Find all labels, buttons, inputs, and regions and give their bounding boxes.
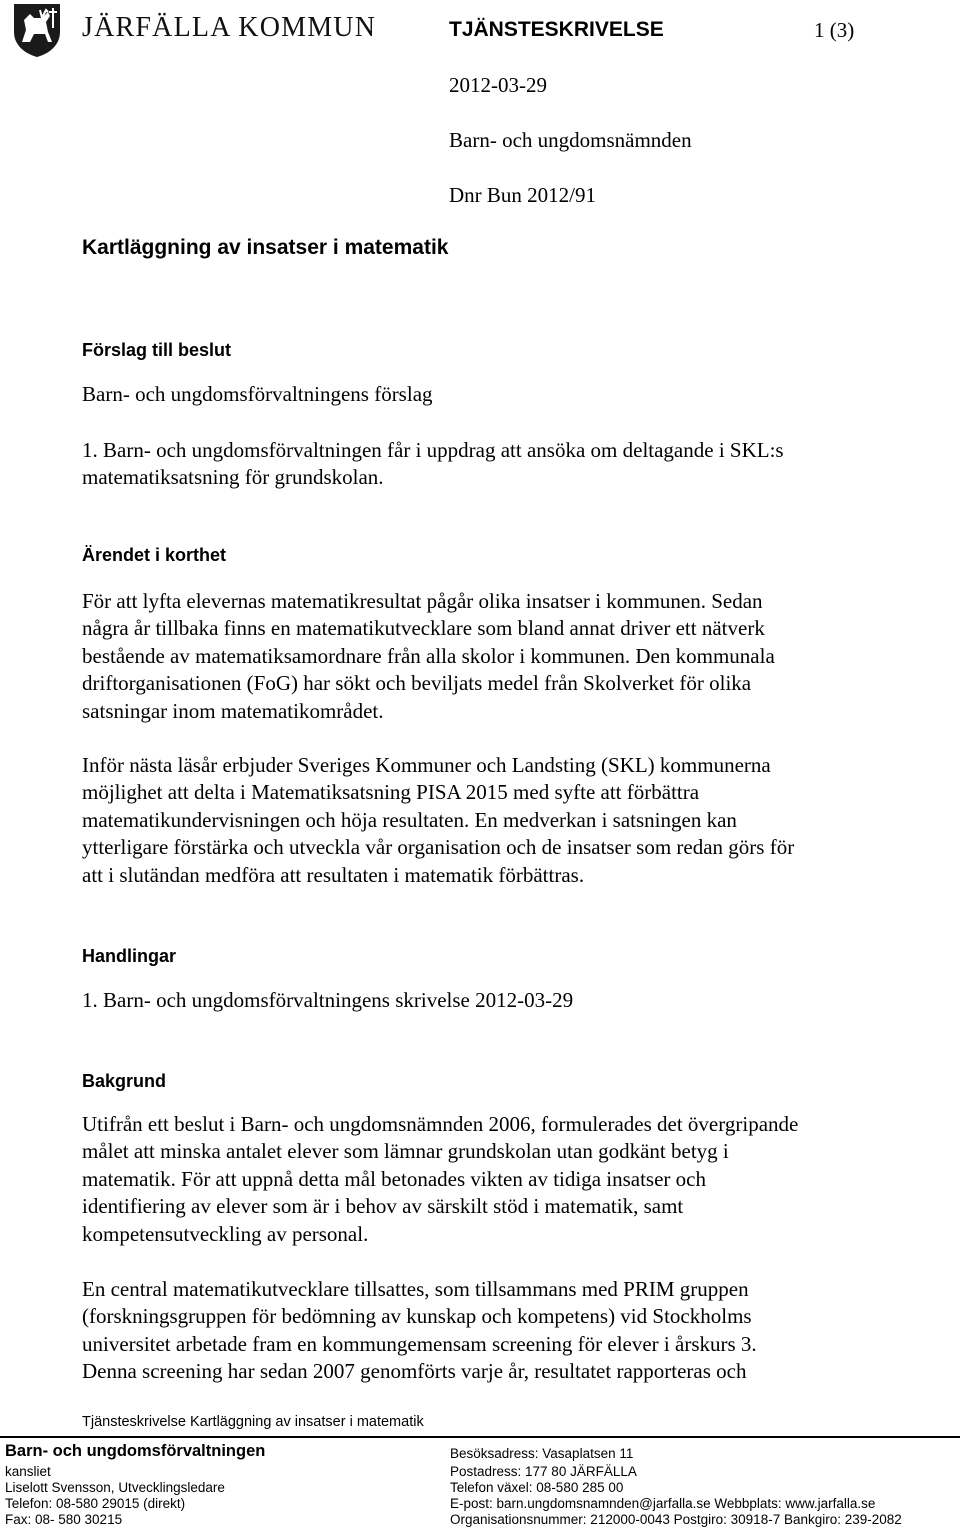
background-heading: Bakgrund bbox=[82, 1071, 167, 1091]
text-line: För att lyfta elevernas matematikresultat pågår olika insatser i kommunen. Sedan bbox=[82, 589, 763, 613]
summary-paragraph-2 bbox=[82, 752, 902, 889]
text-line: Inför nästa läsår erbjuder Sveriges Kommuner och Landsting (SKL) kommunerna bbox=[82, 753, 771, 777]
text-line: att i slutändan medföra att resultaten i matematik förbättras. bbox=[82, 862, 585, 887]
text-line: några år tillbaka finns en matematikutvecklare som bland annat driver ett nätverk bbox=[82, 616, 765, 641]
municipality-name: JÄRFÄLLA KOMMUN bbox=[82, 12, 377, 43]
text-line: kompetensutveckling av personal. bbox=[82, 1221, 369, 1246]
background-paragraph-2 bbox=[82, 1276, 902, 1386]
recipient-board: Barn- och ungdomsnämnden bbox=[449, 128, 692, 152]
text-line: matematik. För att uppnå detta mål betonades vikten av tidiga insatser och bbox=[82, 1166, 706, 1191]
text-line: satsningar inom matematikområdet. bbox=[82, 698, 384, 723]
text-line: bestående av matematiksamordnare från alla skolor i kommunen. Den kommunala bbox=[82, 643, 775, 668]
text-line: universitet arbetade fram en kommungemensam screening för elever i årskurs 3. bbox=[82, 1331, 757, 1356]
text-line: identifiering av elever som är i behov av särskilt stöd i matematik, samt bbox=[82, 1194, 684, 1219]
text-line: driftorganisationen (FoG) har sökt och beviljats medel från Skolverket för olika bbox=[82, 671, 752, 696]
footer-organization: Barn- och ungdomsförvaltningen bbox=[5, 1442, 266, 1460]
footer-organization-number: Organisationsnummer: 212000-0043 Postgiro: 30918-7 Bankgiro: 239-2082 bbox=[450, 1512, 902, 1527]
footer-divider bbox=[0, 1436, 960, 1438]
text-line: Denna screening har sedan 2007 genomförts varje år, resultatet rapporteras och bbox=[82, 1359, 747, 1384]
registration-number: Dnr Bun 2012/91 bbox=[449, 183, 596, 207]
text-line: 1. Barn- och ungdomsförvaltningen får i uppdrag att ansöka om deltagande i SKL:s bbox=[82, 438, 784, 462]
text-line: matematiksatsning för grundskolan. bbox=[82, 465, 384, 490]
footer-department: kansliet bbox=[5, 1464, 51, 1479]
proposal-subheading: Barn- och ungdomsförvaltningens förslag bbox=[82, 382, 433, 406]
document-title: Kartläggning av insatser i matematik bbox=[82, 236, 449, 259]
text-line: möjlighet att delta i Matematiksatsning PISA 2015 med syfte att förbättra bbox=[82, 780, 700, 805]
summary-heading: Ärendet i korthet bbox=[82, 545, 227, 565]
text-line: En central matematikutvecklare tillsattes, som tillsammans med PRIM gruppen bbox=[82, 1277, 749, 1301]
summary-paragraph-1 bbox=[82, 588, 902, 725]
footer-visit-address: Besöksadress: Vasaplatsen 11 bbox=[450, 1446, 634, 1461]
text-line: (forskningsgruppen för bedömning av kunskap och kompetens) vid Stockholms bbox=[82, 1304, 752, 1329]
footer-postal-address: Postadress: 177 80 JÄRFÄLLA bbox=[450, 1464, 637, 1479]
text-line: ytterligare förstärka och utveckla vår organisation och de insatser som redan görs för bbox=[82, 835, 795, 860]
footer-fax: Fax: 08- 580 30215 bbox=[5, 1512, 123, 1527]
footer-switchboard: Telefon växel: 08-580 285 00 bbox=[450, 1480, 624, 1495]
document-type: TJÄNSTESKRIVELSE bbox=[449, 18, 664, 41]
document-date: 2012-03-29 bbox=[449, 73, 547, 97]
text-line: målet att minska antalet elever som lämnar grundskolan utan godkänt betyg i bbox=[82, 1139, 729, 1164]
proposal-text bbox=[82, 437, 902, 492]
footer-contact: Liselott Svensson, Utvecklingsledare bbox=[5, 1480, 225, 1495]
text-line: matematikundervisningen och höja resultaten. En medverkan i satsningen kan bbox=[82, 807, 737, 832]
text-line: Utifrån ett beslut i Barn- och ungdomsnämnden 2006, formulerades det övergripande bbox=[82, 1112, 799, 1136]
footer-phone: Telefon: 08-580 29015 (direkt) bbox=[5, 1496, 186, 1511]
footer-document-reference: Tjänsteskrivelse Kartläggning av insatser i matematik bbox=[82, 1414, 424, 1430]
page-number: 1 (3) bbox=[814, 18, 855, 42]
coat-of-arms-logo bbox=[12, 2, 62, 58]
documents-item: 1. Barn- och ungdomsförvaltningens skrivelse 2012-03-29 bbox=[82, 988, 574, 1012]
proposal-heading: Förslag till beslut bbox=[82, 340, 232, 360]
footer-email-website: E-post: barn.ungdomsnamnden@jarfalla.se Webbplats: www.jarfalla.se bbox=[450, 1496, 876, 1511]
background-paragraph-1 bbox=[82, 1111, 902, 1248]
documents-heading: Handlingar bbox=[82, 946, 177, 966]
